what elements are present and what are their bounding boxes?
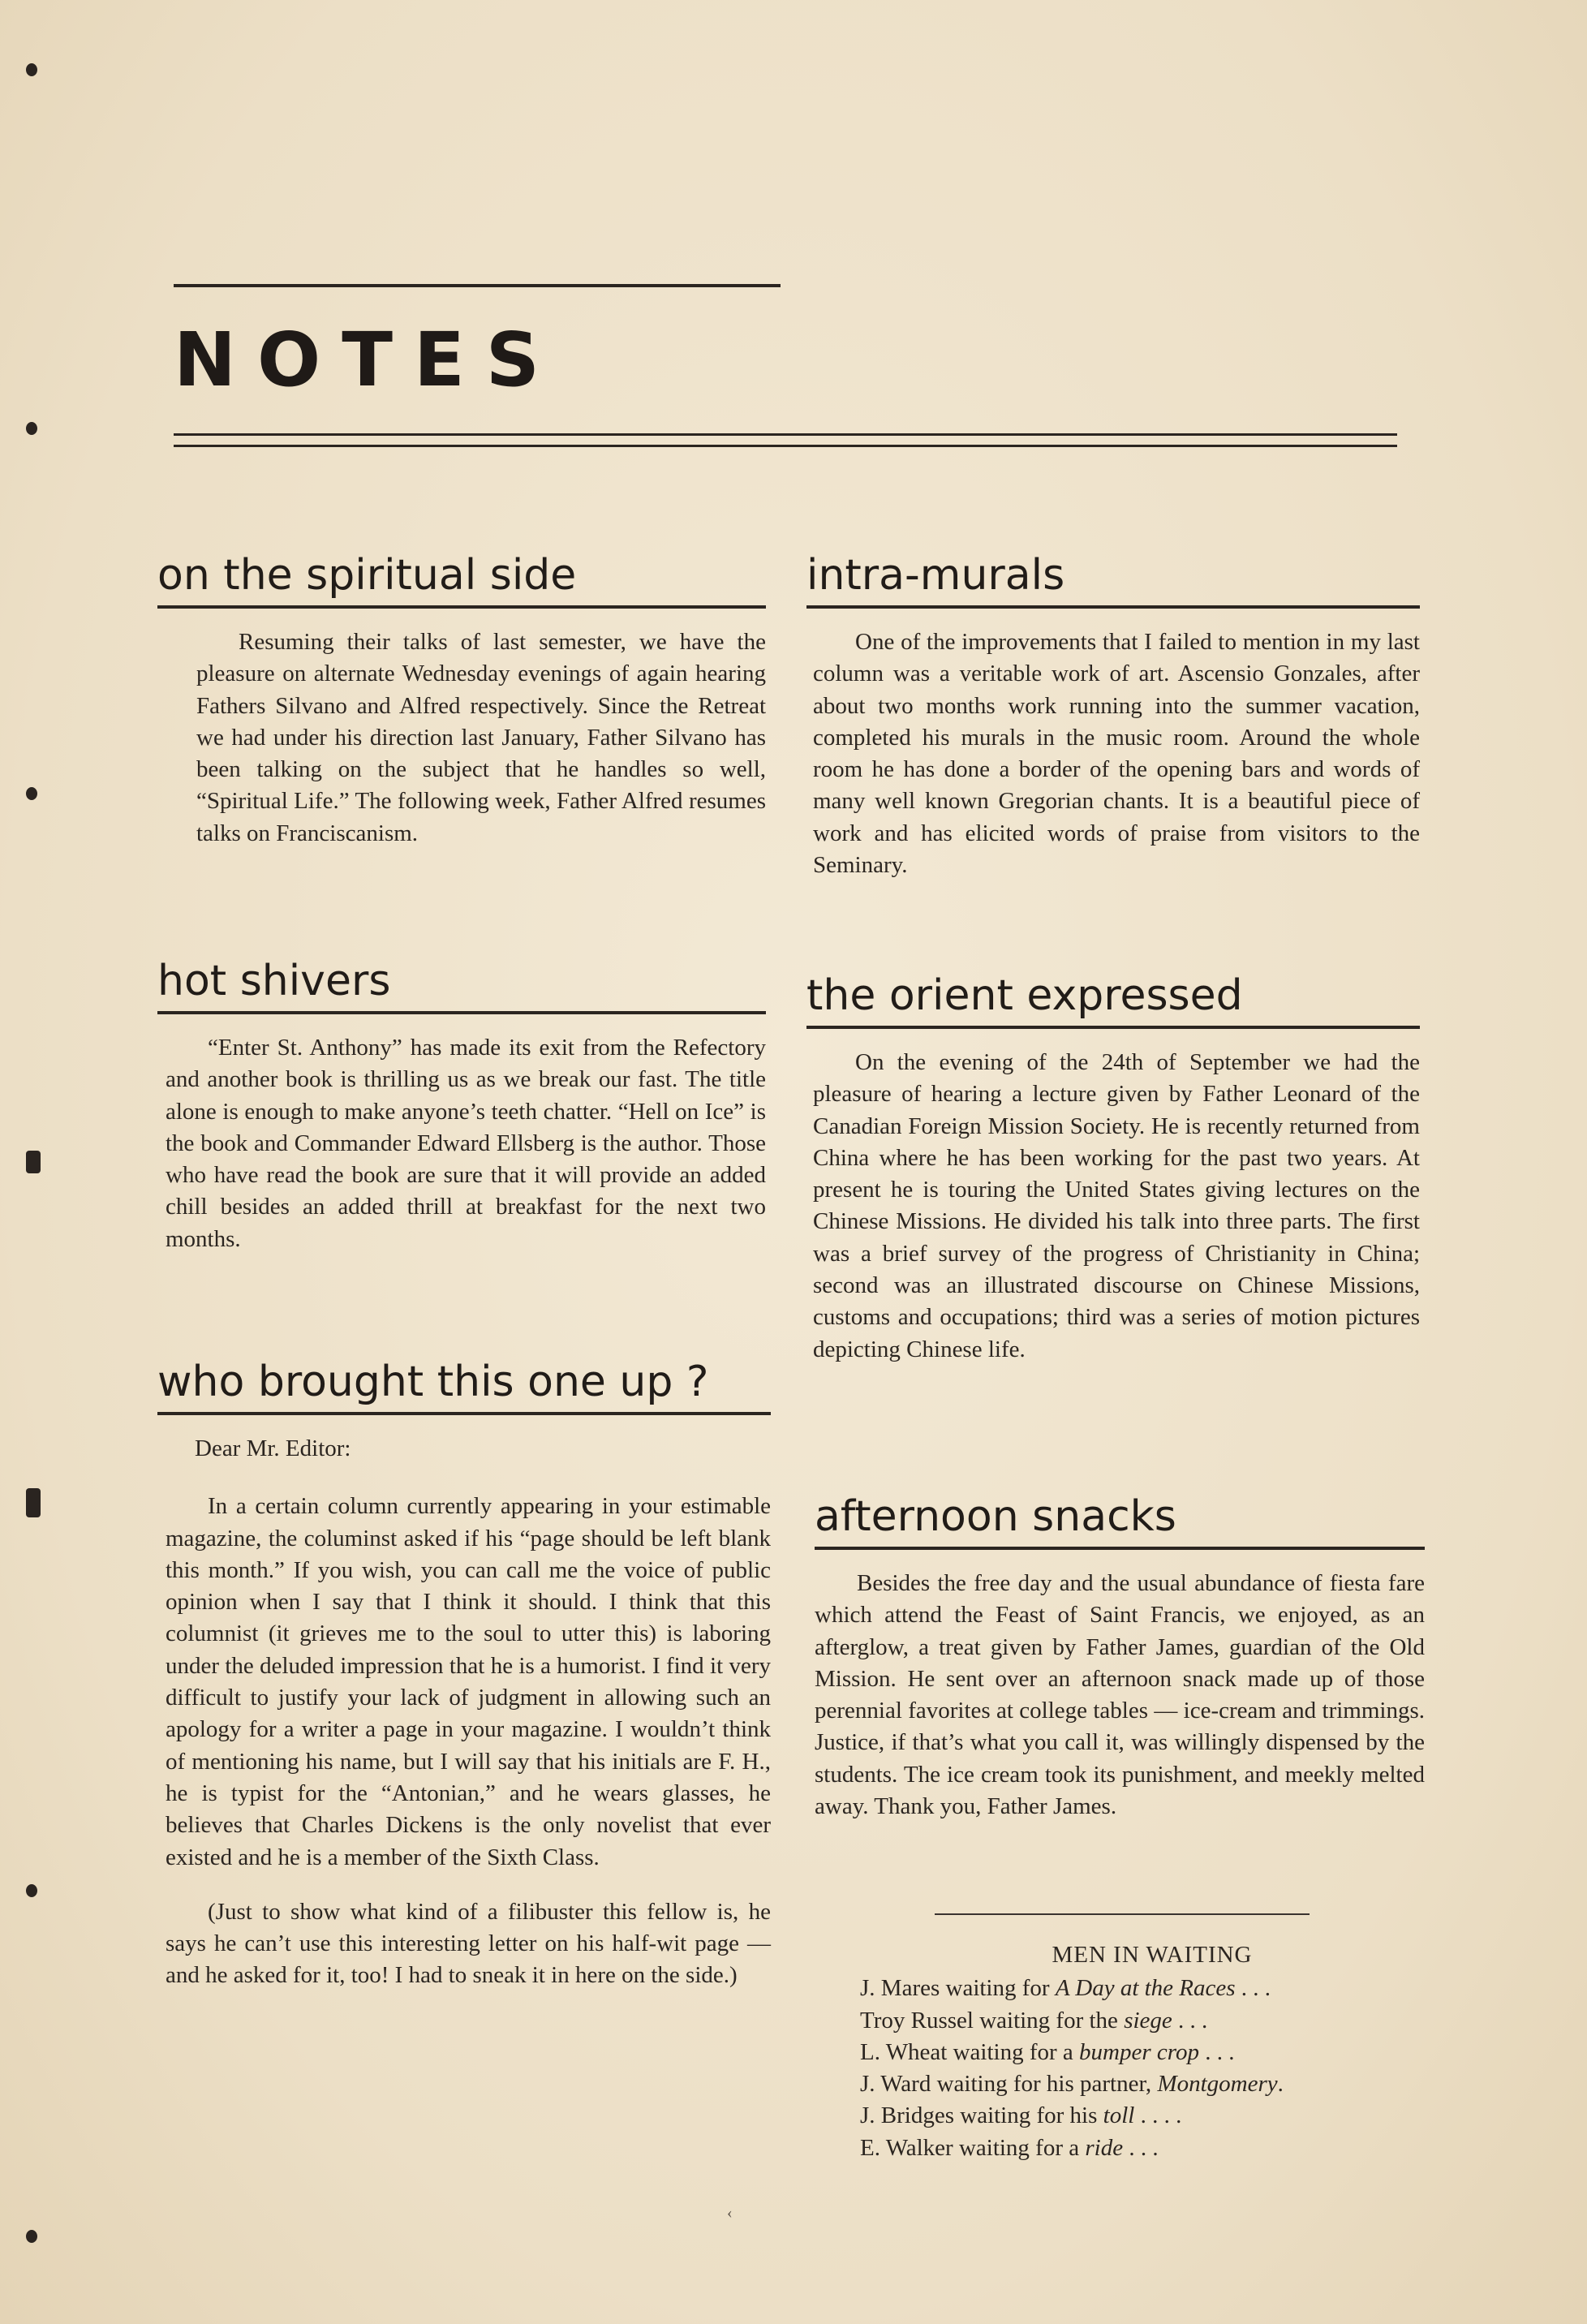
entry-suffix: . . . . bbox=[1134, 2102, 1182, 2129]
section-heading: on the spiritual side bbox=[157, 549, 766, 609]
top-rule bbox=[174, 284, 781, 287]
section-who-brought bbox=[157, 1355, 771, 1992]
section-heading: hot shivers bbox=[157, 954, 766, 1014]
title-double-rule-top bbox=[174, 433, 1397, 436]
entry-object: toll bbox=[1103, 2102, 1135, 2129]
section-orient-expressed bbox=[806, 969, 1420, 1366]
entry-object: Montgomery bbox=[1157, 2071, 1278, 2098]
binder-hole bbox=[26, 63, 37, 76]
entry-suffix: . . . bbox=[1198, 2038, 1235, 2065]
men-in-waiting-title: MEN IN WAITING bbox=[1052, 1942, 1253, 1968]
binder-hole bbox=[26, 787, 37, 800]
binder-hole bbox=[26, 1151, 41, 1173]
men-in-waiting-entry bbox=[860, 2005, 1444, 2037]
entry-prefix: E. Walker waiting for a bbox=[860, 2134, 1086, 2161]
section-heading: who brought this one up ? bbox=[157, 1355, 771, 1415]
paragraph: (Just to show what kind of a filibuster this fellow is, he says he can’t use this interesting letter on his half-wit page — and he asked for it, too! I had to sneak it in here on the side.) bbox=[166, 1898, 771, 1989]
section-body bbox=[157, 1433, 771, 1992]
entry-suffix: . . . bbox=[1235, 1975, 1271, 2002]
entry-object: ride bbox=[1085, 2134, 1124, 2161]
section-heading: intra-murals bbox=[806, 549, 1420, 609]
section-body bbox=[806, 1047, 1420, 1366]
paragraph: In a certain column currently appearing in your estimable magazine, the columinst asked if his “page should be left blank this month.” If you wish, you can call me the voice of public opinion when I say that I think it should. I think that this columnist (it grieves me to the soul to utter this) is laboring under the deluded impression that he is a humorist. I find it very difficult to justify your lack of judgment in allowing such an apology for a writer a page in your magazine. I wouldn’t think of mentioning his name, but I will say that his initials are F. H., he is typist for the “Antonian,” and he wears glasses, he believes that Charles Dickens is the only novelist that ever existed and he is a member of the Sixth Class. bbox=[166, 1493, 771, 1870]
binder-hole bbox=[26, 1884, 37, 1897]
men-in-waiting-entry bbox=[860, 2068, 1444, 2100]
paragraph: On the evening of the 24th of September we had the pleasure of hearing a lecture given by Father Leonard of the Canadian Foreign Mission Society. He is recently returned from China where he has been working for the past two years. At present he is touring the United States giving lectures on the Chinese Missions. He divided his talk into three parts. The first was a brief survey of the progress of Christianity in China; second was an illustrated discourse on Chinese Missions, customs and occupations; third was a series of motion pictures depicting Chinese life. bbox=[813, 1049, 1420, 1362]
entry-prefix: L. Wheat waiting for a bbox=[860, 2038, 1080, 2065]
men-in-waiting-entry bbox=[860, 2037, 1444, 2068]
section-heading: afternoon snacks bbox=[815, 1490, 1425, 1550]
entry-prefix: J. Bridges waiting for his bbox=[860, 2102, 1103, 2129]
title-double-rule-bottom bbox=[174, 445, 1397, 447]
binder-hole bbox=[26, 422, 37, 435]
men-in-waiting-list bbox=[860, 1973, 1444, 2164]
page-mark: ‹ bbox=[727, 2204, 733, 2222]
entry-object: siege bbox=[1124, 2007, 1172, 2034]
section-body bbox=[157, 1032, 766, 1255]
binder-hole bbox=[26, 2230, 37, 2243]
paragraph: “Enter St. Anthony” has made its exit from the Refectory and another book is thrilling us as we break our fast. The title alone is enough to make anyone’s teeth chatter. “Hell on Ice” is the book and Commander Edward Ellsberg is the author. Those who have read the book are sure that it will provide an added chill besides an added thrill at breakfast for the next two months. bbox=[166, 1035, 766, 1252]
section-spiritual bbox=[157, 549, 766, 850]
page-title: NOTES bbox=[174, 316, 561, 403]
section-hot-shivers bbox=[157, 954, 766, 1255]
men-in-waiting-entry bbox=[860, 1973, 1444, 2004]
entry-prefix: Troy Russel waiting for the bbox=[860, 2007, 1125, 2034]
section-heading: the orient expressed bbox=[806, 969, 1420, 1029]
section-body bbox=[815, 1568, 1425, 1823]
entry-suffix: . . . bbox=[1123, 2134, 1159, 2161]
entry-prefix: J. Mares waiting for bbox=[860, 1975, 1056, 2002]
paragraph: One of the improvements that I failed to mention in my last column was a veritable work of art. Ascensio Gonzales, after about two months work running into the summer vacation, completed his murals in the music room. Around the whole room he has done a border of the opening bars and words of many well known Gregorian chants. It is a beautiful piece of work and has elicited words of praise from visitors to the Seminary. bbox=[813, 629, 1420, 879]
section-afternoon-snacks bbox=[815, 1490, 1425, 1823]
section-body bbox=[806, 626, 1420, 881]
section-intra-murals bbox=[806, 549, 1420, 881]
entry-suffix: . . . bbox=[1172, 2007, 1208, 2034]
entry-object: bumper crop bbox=[1079, 2038, 1199, 2065]
men-in-waiting-entry bbox=[860, 2100, 1444, 2132]
entry-suffix: . bbox=[1277, 2071, 1284, 2098]
salutation: Dear Mr. Editor: bbox=[195, 1435, 351, 1461]
section-body bbox=[157, 626, 766, 850]
paragraph: Besides the free day and the usual abundance of fiesta fare which attend the Feast of Saint Francis, we enjoyed, as an afterglow, a treat given by Father James, guardian of the Old Mission. He sent over an afternoon snack made up of those perennial favorites at college tables — ice-cream and trimmings. Justice, if that’s what you call it, was willingly dispensed by the students. The ice cream took its punishment, and meekly melted away. Thank you, Father James. bbox=[815, 1570, 1425, 1820]
entry-prefix: J. Ward waiting for his partner, bbox=[860, 2071, 1158, 2098]
men-in-waiting bbox=[860, 1939, 1444, 2164]
entry-object: A Day at the Races bbox=[1055, 1975, 1236, 2002]
section-divider bbox=[935, 1913, 1310, 1915]
men-in-waiting-entry bbox=[860, 2132, 1444, 2164]
paragraph: Resuming their talks of last semester, we have the pleasure on alternate Wednesday evenings of again hearing Fathers Silvano and Alfred respectively. Since the Retreat we had under his direction last January, Father Silvano has been talking on the subject that he handles so well, “Spiritual Life.” The following week, Father Alfred resumes talks on Franciscanism. bbox=[196, 629, 766, 846]
binder-hole bbox=[26, 1488, 41, 1517]
